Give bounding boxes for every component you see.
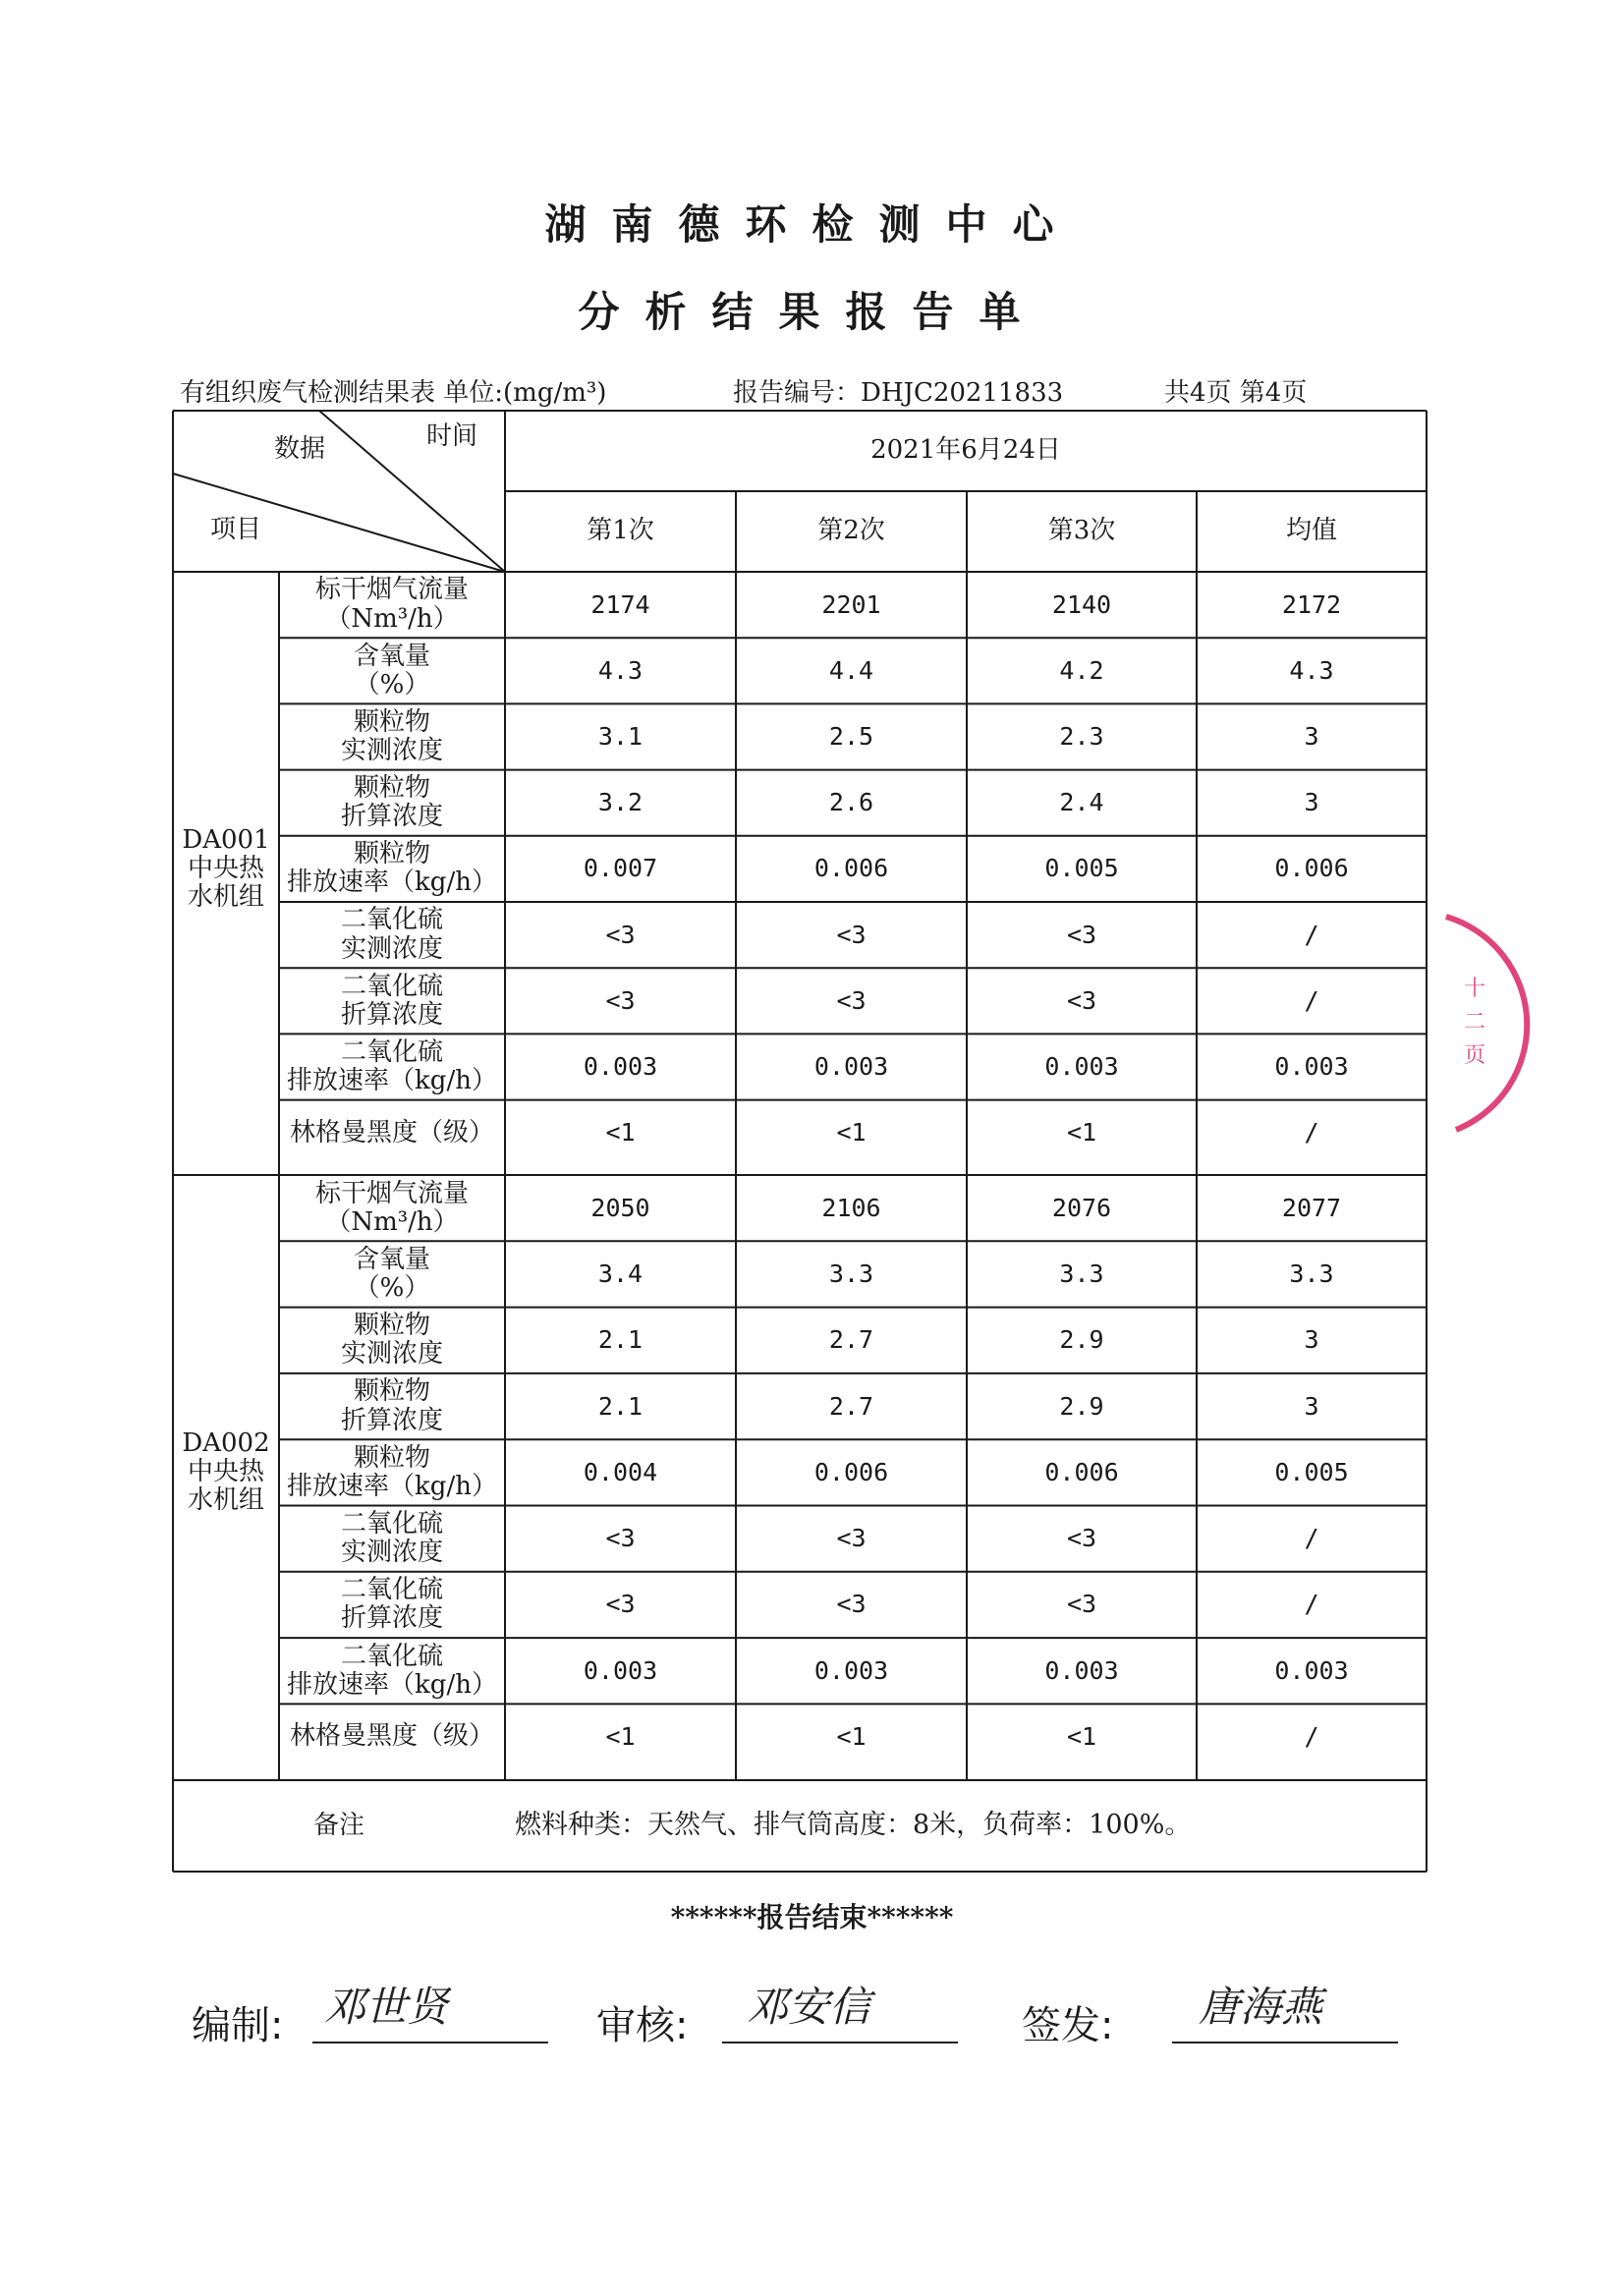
value-cell: 4.3 [597,655,644,685]
page-info: 共4页 第4页 [1164,378,1308,408]
value-cell: <1 [1066,1722,1097,1752]
value-cell: <3 [605,985,636,1015]
item-label-line: 二氧化硫 [340,1641,443,1671]
value-cell: <1 [1066,1118,1097,1148]
value-cell: <3 [836,985,867,1015]
item-label [279,1308,505,1373]
value-cell: 2.1 [597,1391,644,1421]
item-label-line: 二氧化硫 [340,971,443,1001]
value-cell: 0.003 [1044,1051,1119,1081]
value-cell: 3.2 [597,788,644,817]
item-label-line: 实测浓度 [340,1538,443,1568]
value-cell: 0.006 [813,854,889,883]
value-cell: 0.003 [813,1051,889,1081]
value-cell: 0.006 [813,1457,889,1486]
item-label [279,1638,505,1704]
value-cell: 0.004 [583,1457,658,1486]
value-cell: 2077 [1281,1193,1342,1222]
item-label-line: 颗粒物 [353,1442,430,1473]
value-cell: 2.6 [828,788,874,817]
value-cell: 0.003 [583,1655,658,1685]
item-label-line: 颗粒物 [353,1376,430,1407]
value-cell: 0.003 [1274,1051,1349,1081]
value-cell: 2.1 [597,1325,644,1355]
value-cell: <1 [605,1722,636,1752]
value-cell: 2172 [1281,589,1342,619]
group-name-line: 水机组 [187,1485,264,1516]
item-label [279,1506,505,1572]
value-cell: 2140 [1051,589,1112,619]
value-cell: <1 [836,1722,867,1752]
value-cell: 2106 [821,1193,881,1222]
value-cell: 0.006 [1044,1457,1119,1486]
group-name-line: 水机组 [187,881,264,912]
value-cell: 2076 [1051,1193,1112,1222]
item-label-line: 含氧量 [353,1244,430,1274]
value-cell: 2.9 [1059,1325,1104,1355]
value-cell: <3 [836,920,867,949]
item-label-line: 折算浓度 [340,999,443,1030]
item-label [279,638,505,703]
value-cell: 0.003 [1274,1655,1349,1685]
item-label [279,836,505,902]
item-label-line: 含氧量 [353,641,430,671]
item-label-line: 折算浓度 [340,802,443,832]
column-header: 第1次 [587,516,654,546]
column-header: 均值 [1285,516,1337,546]
seal-stamp [1436,909,1574,1145]
item-label [279,703,505,769]
value-cell: 4.2 [1059,655,1104,685]
item-label-line: 林格曼黑度（级） [289,1721,494,1752]
item-label-line: 颗粒物 [353,773,430,804]
item-label-line: 二氧化硫 [340,1509,443,1539]
item-label [279,1175,505,1241]
value-cell: 0.005 [1274,1457,1349,1486]
item-label [279,572,505,638]
item-label [279,1704,505,1769]
value-cell: 0.005 [1044,854,1119,883]
value-cell: <1 [836,1118,867,1148]
value-cell: <1 [605,1118,636,1148]
value-cell: 0.007 [583,854,658,883]
value-cell: / [1304,1722,1319,1752]
value-cell: <3 [605,920,636,949]
prepared-signature: 邓世贤 [324,1983,449,2031]
date-header: 2021年6月24日 [870,435,1061,466]
item-label [279,1572,505,1638]
item-label [279,1100,505,1166]
value-cell: / [1304,1590,1319,1619]
item-label [279,1439,505,1505]
value-cell: 4.4 [828,655,874,685]
reviewed-signature: 邓安信 [747,1983,871,2031]
value-cell: 3 [1304,788,1319,817]
item-label-line: 标干烟气流量 [314,1178,469,1208]
value-cell: 0.003 [813,1655,889,1685]
item-label-line: 二氧化硫 [340,1036,443,1067]
table-name: 有组织废气检测结果表 单位:(mg/m³) [180,378,607,408]
item-label [279,902,505,968]
value-cell: 3.3 [1289,1259,1334,1288]
corner-data-label: 数据 [273,433,325,464]
value-cell: 0.006 [1274,854,1349,883]
group-name [173,1175,279,1770]
item-label-line: 实测浓度 [340,735,443,765]
corner-item-label: 项目 [209,515,261,545]
value-cell: <3 [1066,1590,1097,1619]
value-cell: 2.7 [828,1325,874,1355]
group-name-line: 中央热 [187,853,264,883]
item-label [279,1034,505,1099]
corner-time-label: 时间 [425,421,477,452]
item-label-line: 排放速率（kg/h） [287,1669,497,1700]
value-cell: <3 [1066,985,1097,1015]
item-label-line: 实测浓度 [340,933,443,964]
item-label-line: 实测浓度 [340,1339,443,1370]
value-cell: 2.3 [1059,721,1104,751]
value-cell: 2.4 [1059,788,1104,817]
item-label-line: （%） [354,1272,430,1303]
value-cell: <3 [836,1524,867,1553]
value-cell: 3.3 [1059,1259,1104,1288]
value-cell: 3.1 [597,721,644,751]
group-name [173,572,279,1166]
value-cell: <3 [836,1590,867,1619]
approved-signature: 唐海燕 [1199,1983,1323,2031]
item-label-line: 颗粒物 [353,706,430,737]
value-cell: 2.9 [1059,1391,1104,1421]
item-label-line: （%） [354,669,430,700]
value-cell: / [1304,985,1319,1015]
item-label [279,1241,505,1307]
value-cell: <3 [605,1524,636,1553]
remark-text: 燃料种类：天然气、排气筒高度：8米，负荷率：100%。 [515,1810,1192,1841]
column-header: 第2次 [817,516,885,546]
value-cell: 2050 [590,1193,650,1222]
item-label-line: 二氧化硫 [340,905,443,935]
value-cell: 2201 [821,589,881,619]
value-cell: 2.7 [828,1391,874,1421]
value-cell: / [1304,1524,1319,1553]
item-label-line: 排放速率（kg/h） [287,868,497,898]
value-cell: 3.3 [828,1259,874,1288]
value-cell: 0.003 [1044,1655,1119,1685]
reviewed-line [722,2042,958,2043]
reviewed-label: 审核: [596,2003,689,2048]
prepared-line [312,2042,548,2043]
value-cell: <3 [1066,1524,1097,1553]
item-label-line: 二氧化硫 [340,1575,443,1605]
value-cell: <3 [605,1590,636,1619]
seal-stamp-text: 十 二 页 [1464,977,1486,1068]
report-end: ******报告结束****** [670,1901,954,1933]
value-cell: 0.003 [583,1051,658,1081]
approved-label: 签发: [1022,2003,1114,2048]
value-cell: / [1304,1118,1319,1148]
remark-label: 备注 [312,1810,364,1840]
value-cell: 4.3 [1289,655,1334,685]
report-number: 报告编号：DHJC20211833 [733,378,1064,408]
item-label [279,770,505,836]
value-cell: 3.4 [597,1259,644,1288]
value-cell: 2174 [590,589,650,619]
item-label-line: 标干烟气流量 [314,575,469,605]
item-label [279,1373,505,1439]
item-label-line: 林格曼黑度（级） [289,1117,494,1148]
item-label-line: 排放速率（kg/h） [287,1471,497,1501]
item-label-line: （Nm³/h） [325,1206,459,1237]
item-label-line: 排放速率（kg/h） [287,1065,497,1095]
item-label [279,968,505,1034]
value-cell: <3 [1066,920,1097,949]
group-name-line: DA001 [182,824,270,855]
value-cell: 3 [1304,1325,1319,1355]
doc-title: 分析结果报告单 [578,288,1046,336]
item-label-line: 颗粒物 [353,839,430,869]
prepared-label: 编制: [192,2003,284,2048]
column-header: 第3次 [1047,516,1116,546]
item-label-line: 折算浓度 [340,1405,443,1435]
org-name: 湖南德环检测中心 [544,200,1080,249]
approved-line [1172,2042,1398,2043]
value-cell: 3 [1304,1391,1319,1421]
value-cell: / [1304,920,1319,949]
value-cell: 2.5 [828,721,874,751]
group-name-line: DA002 [182,1428,270,1459]
item-label-line: （Nm³/h） [325,603,459,634]
value-cell: 3 [1304,721,1319,751]
item-label-line: 折算浓度 [340,1603,443,1634]
item-label-line: 颗粒物 [353,1311,430,1341]
group-name-line: 中央热 [187,1457,264,1487]
